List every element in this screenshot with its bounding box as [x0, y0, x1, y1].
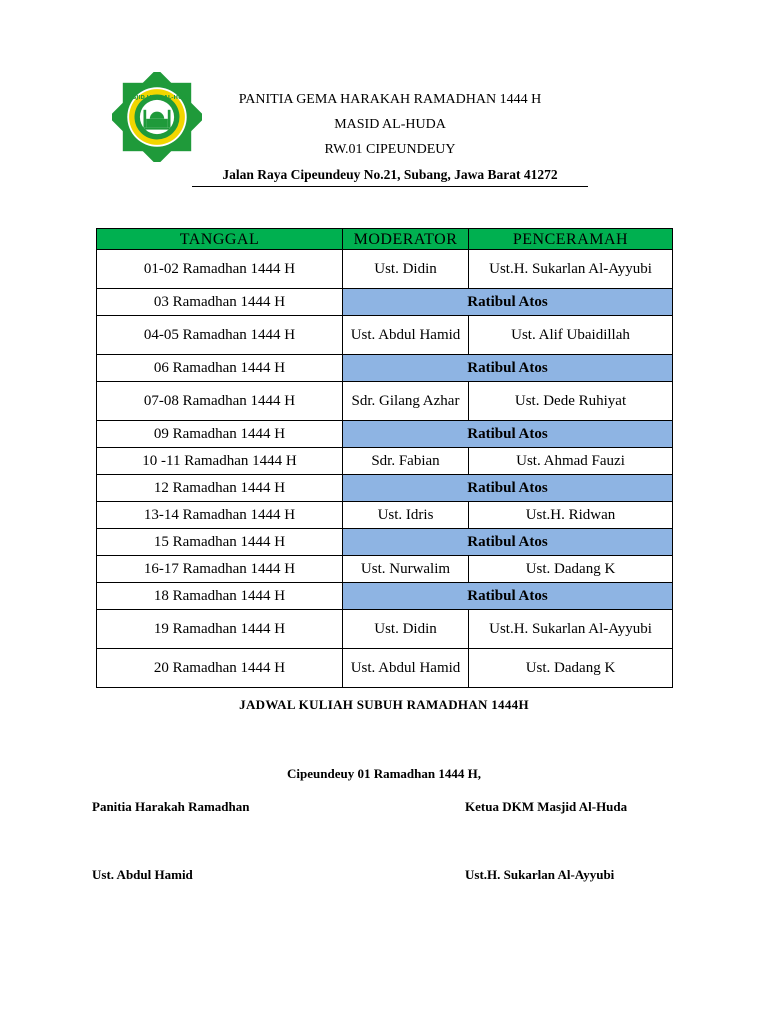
moderator-cell: Sdr. Gilang Azhar [343, 382, 469, 421]
date-cell: 07-08 Ramadhan 1444 H [97, 382, 343, 421]
ratib-cell: Ratibul Atos [343, 289, 673, 316]
table-row [97, 250, 673, 289]
table-row [97, 583, 673, 610]
header-divider [192, 186, 588, 187]
signature-left-name: Ust. Abdul Hamid [92, 867, 193, 882]
table-row [97, 475, 673, 502]
table-row [97, 502, 673, 529]
mosque-star-logo-icon [112, 72, 202, 162]
moderator-cell: Ust. Idris [343, 502, 469, 529]
address: Jalan Raya Cipeundeuy No.21, Subang, Jawa Barat 41272 [222, 167, 558, 182]
speaker-cell: Ust. Ahmad Fauzi [469, 448, 673, 475]
date-cell: 12 Ramadhan 1444 H [97, 475, 343, 502]
speaker-cell: Ust.H. Sukarlan Al-Ayyubi [469, 610, 673, 649]
table-header-row [97, 229, 673, 250]
moderator-cell: Ust. Nurwalim [343, 556, 469, 583]
schedule-table [96, 228, 673, 688]
date-cell: 10 -11 Ramadhan 1444 H [97, 448, 343, 475]
signature-right-title: Ketua DKM Masjid Al-Huda [465, 799, 628, 814]
moderator-cell: Ust. Didin [343, 250, 469, 289]
logo-text: MASJID JAMI' AL-HUDA [122, 95, 192, 101]
speaker-cell: Ust. Dadang K [469, 556, 673, 583]
table-row [97, 649, 673, 688]
ratib-cell: Ratibul Atos [343, 421, 673, 448]
moderator-cell: Sdr. Fabian [343, 448, 469, 475]
date-cell: 06 Ramadhan 1444 H [97, 355, 343, 382]
date-cell: 13-14 Ramadhan 1444 H [97, 502, 343, 529]
date-cell: 18 Ramadhan 1444 H [97, 583, 343, 610]
signature-right-name: Ust.H. Sukarlan Al-Ayyubi [465, 867, 615, 882]
speaker-cell: Ust. Alif Ubaidillah [469, 316, 673, 355]
ratib-cell: Ratibul Atos [343, 529, 673, 556]
table-row [97, 382, 673, 421]
date-cell: 01-02 Ramadhan 1444 H [97, 250, 343, 289]
table-row [97, 448, 673, 475]
ratib-cell: Ratibul Atos [343, 475, 673, 502]
speaker-cell: Ust.H. Sukarlan Al-Ayyubi [469, 250, 673, 289]
ratib-cell: Ratibul Atos [343, 583, 673, 610]
speaker-cell: Ust. Dadang K [469, 649, 673, 688]
date-cell: 03 Ramadhan 1444 H [97, 289, 343, 316]
date-cell: 09 Ramadhan 1444 H [97, 421, 343, 448]
date-cell: 15 Ramadhan 1444 H [97, 529, 343, 556]
speaker-cell: Ust.H. Ridwan [469, 502, 673, 529]
moderator-cell: Ust. Abdul Hamid [343, 316, 469, 355]
moderator-cell: Ust. Abdul Hamid [343, 649, 469, 688]
table-row [97, 556, 673, 583]
ratib-cell: Ratibul Atos [343, 355, 673, 382]
signature-left-title: Panitia Harakah Ramadhan [92, 799, 250, 814]
table-row [97, 289, 673, 316]
rw-line: RW.01 CIPEUNDEUY [324, 142, 456, 157]
header-tanggal: TANGGAL [97, 229, 343, 250]
table-row [97, 610, 673, 649]
date-cell: 19 Ramadhan 1444 H [97, 610, 343, 649]
table-row [97, 529, 673, 556]
org-title: PANITIA GEMA HARAKAH RAMADHAN 1444 H [238, 92, 542, 107]
mosque-name: MASID AL-HUDA [334, 117, 446, 132]
header-moderator: MODERATOR [343, 229, 469, 250]
header-penceramah: PENCERAMAH [469, 229, 673, 250]
date-cell: 04-05 Ramadhan 1444 H [97, 316, 343, 355]
place-date: Cipeundeuy 01 Ramadhan 1444 H, [287, 766, 481, 781]
schedule-caption: JADWAL KULIAH SUBUH RAMADHAN 1444H [239, 697, 529, 712]
table-row [97, 316, 673, 355]
date-cell: 20 Ramadhan 1444 H [97, 649, 343, 688]
speaker-cell: Ust. Dede Ruhiyat [469, 382, 673, 421]
table-row [97, 421, 673, 448]
moderator-cell: Ust. Didin [343, 610, 469, 649]
date-cell: 16-17 Ramadhan 1444 H [97, 556, 343, 583]
table-row [97, 355, 673, 382]
